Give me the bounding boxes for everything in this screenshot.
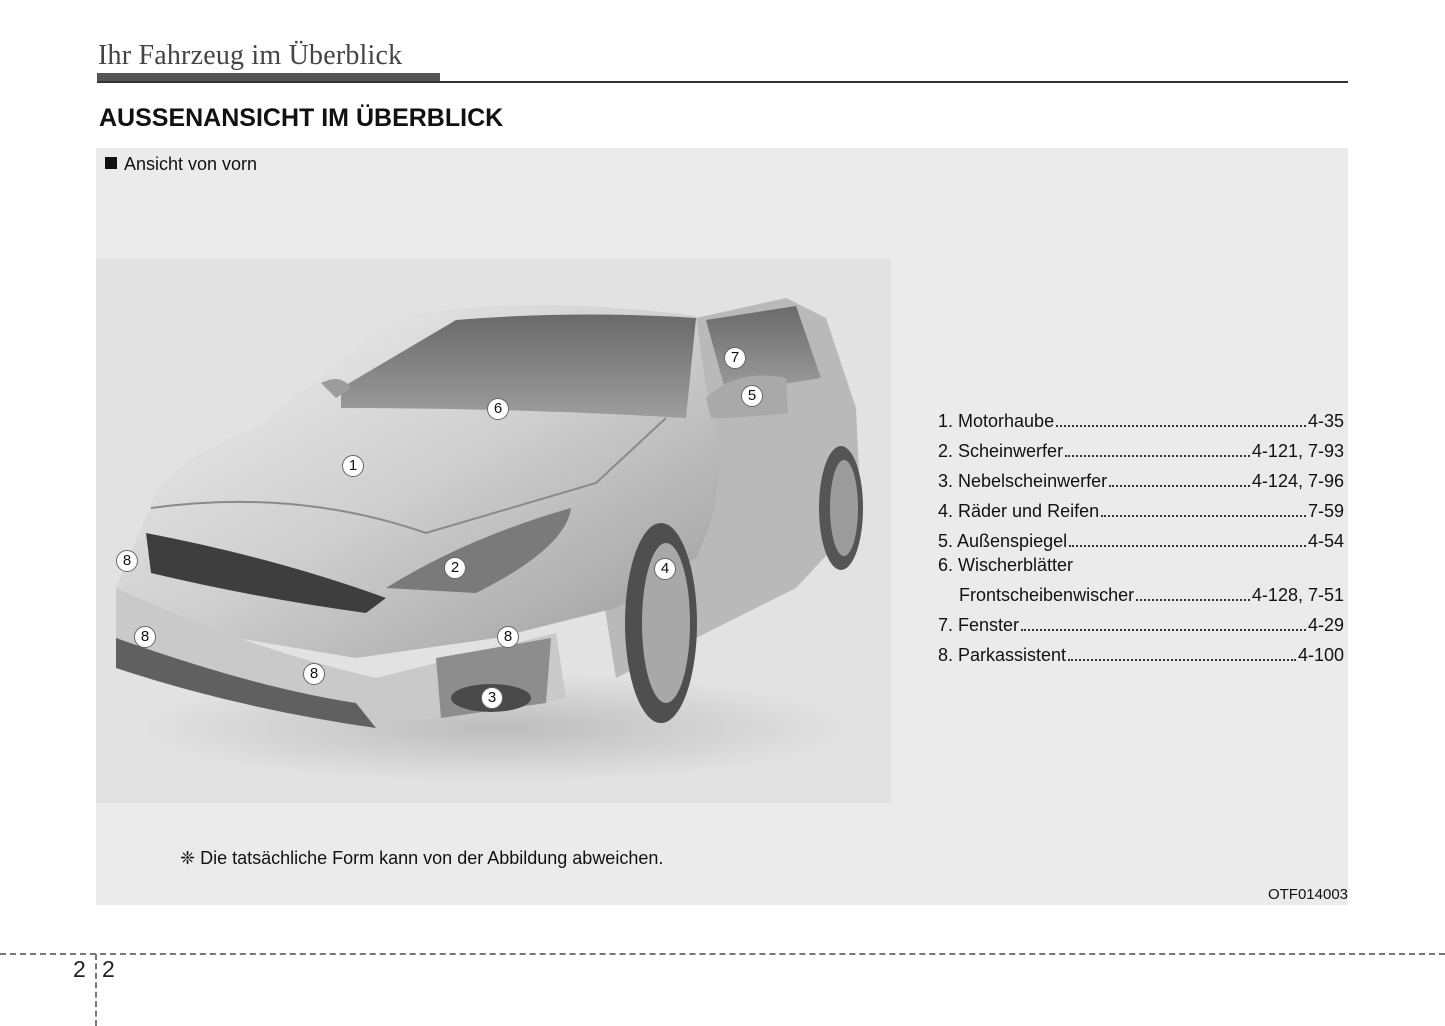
callout-8-bumper-left: 8	[134, 626, 156, 648]
page-chapter-number: 2	[73, 956, 86, 982]
legend-item: 8. Parkassistent 4-100	[938, 645, 1344, 665]
figure-note: ❈ Die tatsächliche Form kann von der Abbildung abweichen.	[180, 848, 664, 868]
callout-3: 3	[481, 687, 503, 709]
callout-2: 2	[444, 557, 466, 579]
footer-rule	[0, 953, 1445, 955]
callout-1: 1	[342, 455, 364, 477]
legend-item: 4. Räder und Reifen 7-59	[938, 501, 1344, 521]
callout-8-bumper-center: 8	[303, 663, 325, 685]
callout-8-left: 8	[116, 550, 138, 572]
legend-item: 2. Scheinwerfer 4-121, 7-93	[938, 441, 1344, 461]
legend-item: 1. Motorhaube 4-35	[938, 411, 1344, 431]
car-front-illustration	[96, 258, 891, 803]
header-rule	[97, 81, 1348, 83]
view-label-text: Ansicht von vorn	[124, 154, 258, 174]
callout-5: 5	[741, 385, 763, 407]
callout-4: 4	[654, 558, 676, 580]
legend-item: 3. Nebelscheinwerfer 4-124, 7-96	[938, 471, 1344, 491]
callout-6: 6	[487, 398, 509, 420]
callout-7: 7	[724, 347, 746, 369]
chapter-title: Ihr Fahrzeug im Überblick	[98, 40, 403, 71]
view-label	[105, 154, 257, 175]
component-legend	[938, 402, 1344, 666]
legend-item: 7. Fenster 4-29	[938, 615, 1344, 635]
legend-item: 6. Wischerblätter Frontscheibenwischer 4-128, 7-51	[938, 555, 1344, 605]
page-number: 2	[102, 956, 115, 982]
square-bullet-icon	[105, 157, 117, 169]
callout-8-bumper-right: 8	[497, 626, 519, 648]
section-title: AUSSENANSICHT IM ÜBERBLICK	[99, 104, 504, 132]
page-number-divider	[95, 954, 97, 1026]
legend-item: 5. Außenspiegel 4-54	[938, 531, 1344, 551]
figure-code: OTF014003	[1267, 886, 1348, 903]
